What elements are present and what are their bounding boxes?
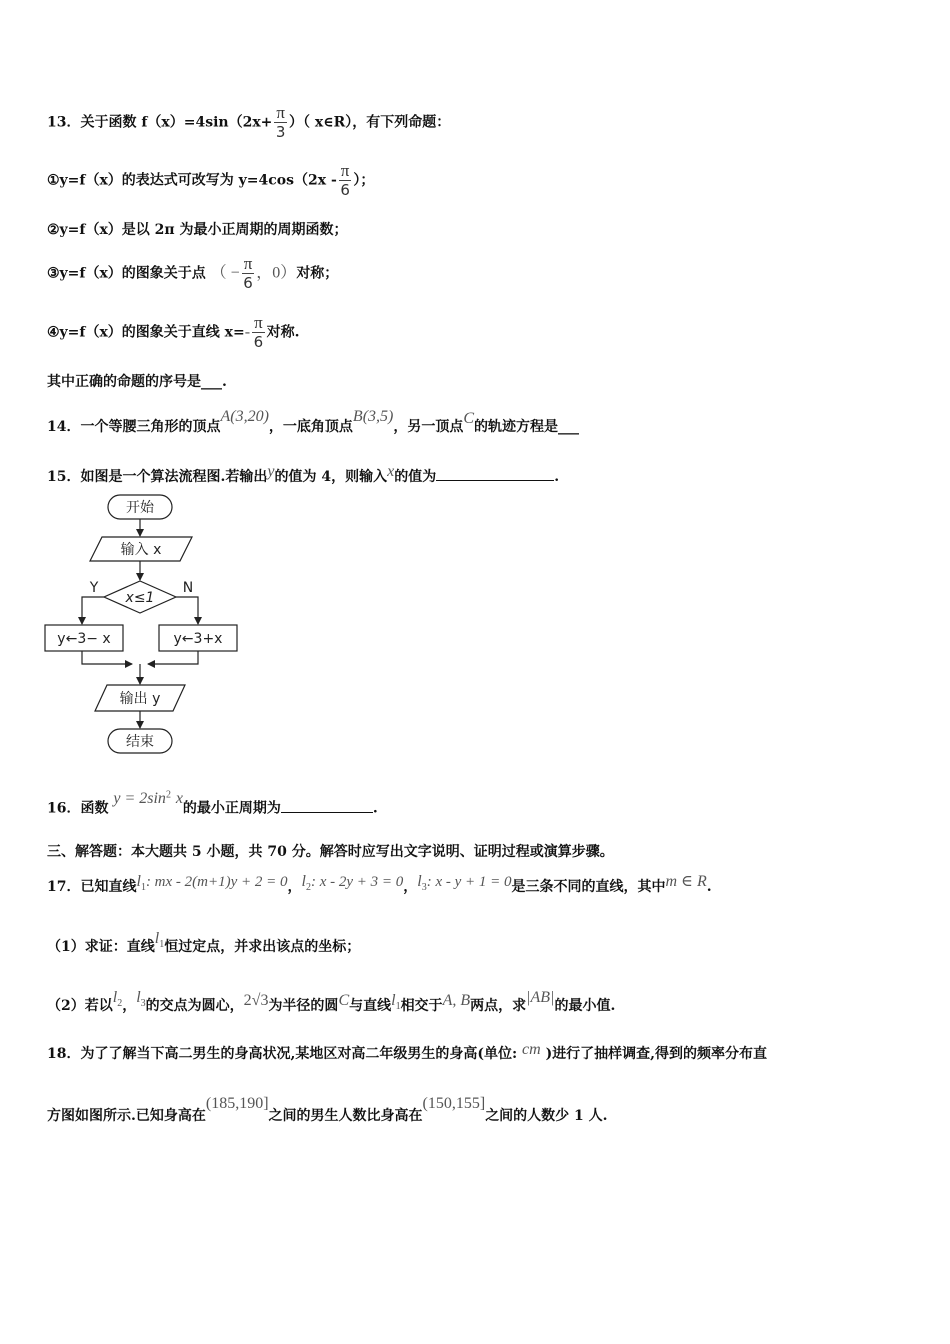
q18-stem-line-2: 方图如图所示.已知身高在(185,190]之间的男生人数比身高在(150,155]之间的人数少 1 人.: [47, 1095, 608, 1124]
q17-stem: 17．已知直线$l_1$: mx - 2(m+1)y + 2 = 0，$l_2$: x - 2y + 3 = 0，$l_3$: x - y + 1 = 0是三条不同的直线，其中m ∈ R.: [47, 873, 712, 895]
q18-stem-line-1: 18．为了了解当下高二男生的身高状况,某地区对高二年级男生的身高(单位: cm )进行了抽样调查,得到的频率分布直: [47, 1041, 768, 1062]
q13-answer-line: 其中正确的命题的序号是___.: [47, 374, 227, 390]
flow-left-process-label: y←3− x: [57, 631, 111, 647]
q17-part-2: （2）若以$l_2$，$l_3$的交点为圆心，2√3为半径的圆C与直线$l_1$相交于A, B两点，求|AB|的最小值.: [47, 989, 616, 1014]
flow-decision-label: x≤1: [125, 590, 155, 606]
fraction-pi-over-3: $\frac{\pi}{3}$: [275, 103, 286, 141]
var-x: x: [387, 463, 395, 480]
flow-output-label: 输出 y: [119, 691, 161, 707]
answer-blank: [436, 466, 554, 481]
unit-cm: cm: [522, 1041, 541, 1058]
section-3-heading: 三、解答题：本大题共 5 小题，共 70 分。解答时应写出文字说明、证明过程或演算步骤。: [47, 844, 614, 860]
range-185-190: (185,190]: [205, 1095, 269, 1112]
q14-stem: 14．一个等腰三角形的顶点A(3,20)，一底角顶点B(3,5)，另一顶点C的轨迹方程是___: [47, 408, 580, 435]
q13-statement-3: ③y=f（x）的图象关于点 （ − $\frac{\pi}{6}$ ，0）对称；: [47, 254, 339, 292]
flowchart: [40, 490, 250, 760]
q16-formula: $y = 2\sin^2$ x: [113, 789, 183, 807]
point-a: A(3,20): [220, 408, 269, 425]
q17-part-1: （1）求证：直线$l_1$恒过定点，并求出该点的坐标；: [47, 930, 361, 955]
var-y: y: [267, 463, 275, 480]
line-l2-equation: $l_2$: x - 2y + 3 = 0: [301, 873, 404, 893]
q13-statement-2: ②y=f（x）是以 2π 为最小正周期的周期函数；: [47, 222, 348, 238]
flow-right-process-label: y←3+x: [173, 631, 223, 647]
q13-statement-4: ④y=f（x）的图象关于直线 x=- $\frac{\pi}{6}$ 对称.: [47, 313, 300, 351]
fraction-pi-over-6: $\frac{\pi}{6}$: [253, 313, 264, 351]
fraction-pi-over-6: $\frac{\pi}{6}$: [340, 161, 350, 199]
q16-stem: 16．函数 $y = 2\sin^2$ x的最小正周期为 .: [47, 789, 378, 817]
line-l1-equation: $l_1$: mx - 2(m+1)y + 2 = 0: [136, 873, 288, 893]
q15-stem: 15．如图是一个算法流程图.若输出y的值为 4，则输入x的值为 .: [47, 463, 560, 485]
abs-ab: |AB|: [526, 989, 555, 1006]
flow-end-label: 结束: [126, 734, 154, 750]
flow-input-label: 输入 x: [120, 542, 162, 558]
radius-2-sqrt-3: 2√3: [243, 992, 269, 1009]
m-in-r: m ∈ R: [665, 873, 707, 890]
point-c: C: [463, 410, 475, 427]
range-150-155: (150,155]: [422, 1095, 486, 1112]
q13-stem: 13．关于函数 f（x）=4sin（2x+ $\frac{\pi}{3}$ ）（ x∈R），有下列命题：: [47, 103, 451, 141]
flow-no-label: N: [182, 580, 194, 596]
q13-statement-1: ①y=f（x）的表达式可改写为 y=4cos（2x - $\frac{\pi}{6}$ ）；: [47, 161, 375, 199]
line-l3-equation: $l_3$: x - y + 1 = 0: [417, 873, 512, 893]
point-b: B(3,5): [352, 408, 394, 425]
flow-start-label: 开始: [126, 500, 154, 516]
answer-blank: [281, 798, 373, 813]
fraction-pi-over-6: $\frac{\pi}{6}$: [243, 254, 253, 292]
flow-yes-label: Y: [89, 580, 99, 596]
